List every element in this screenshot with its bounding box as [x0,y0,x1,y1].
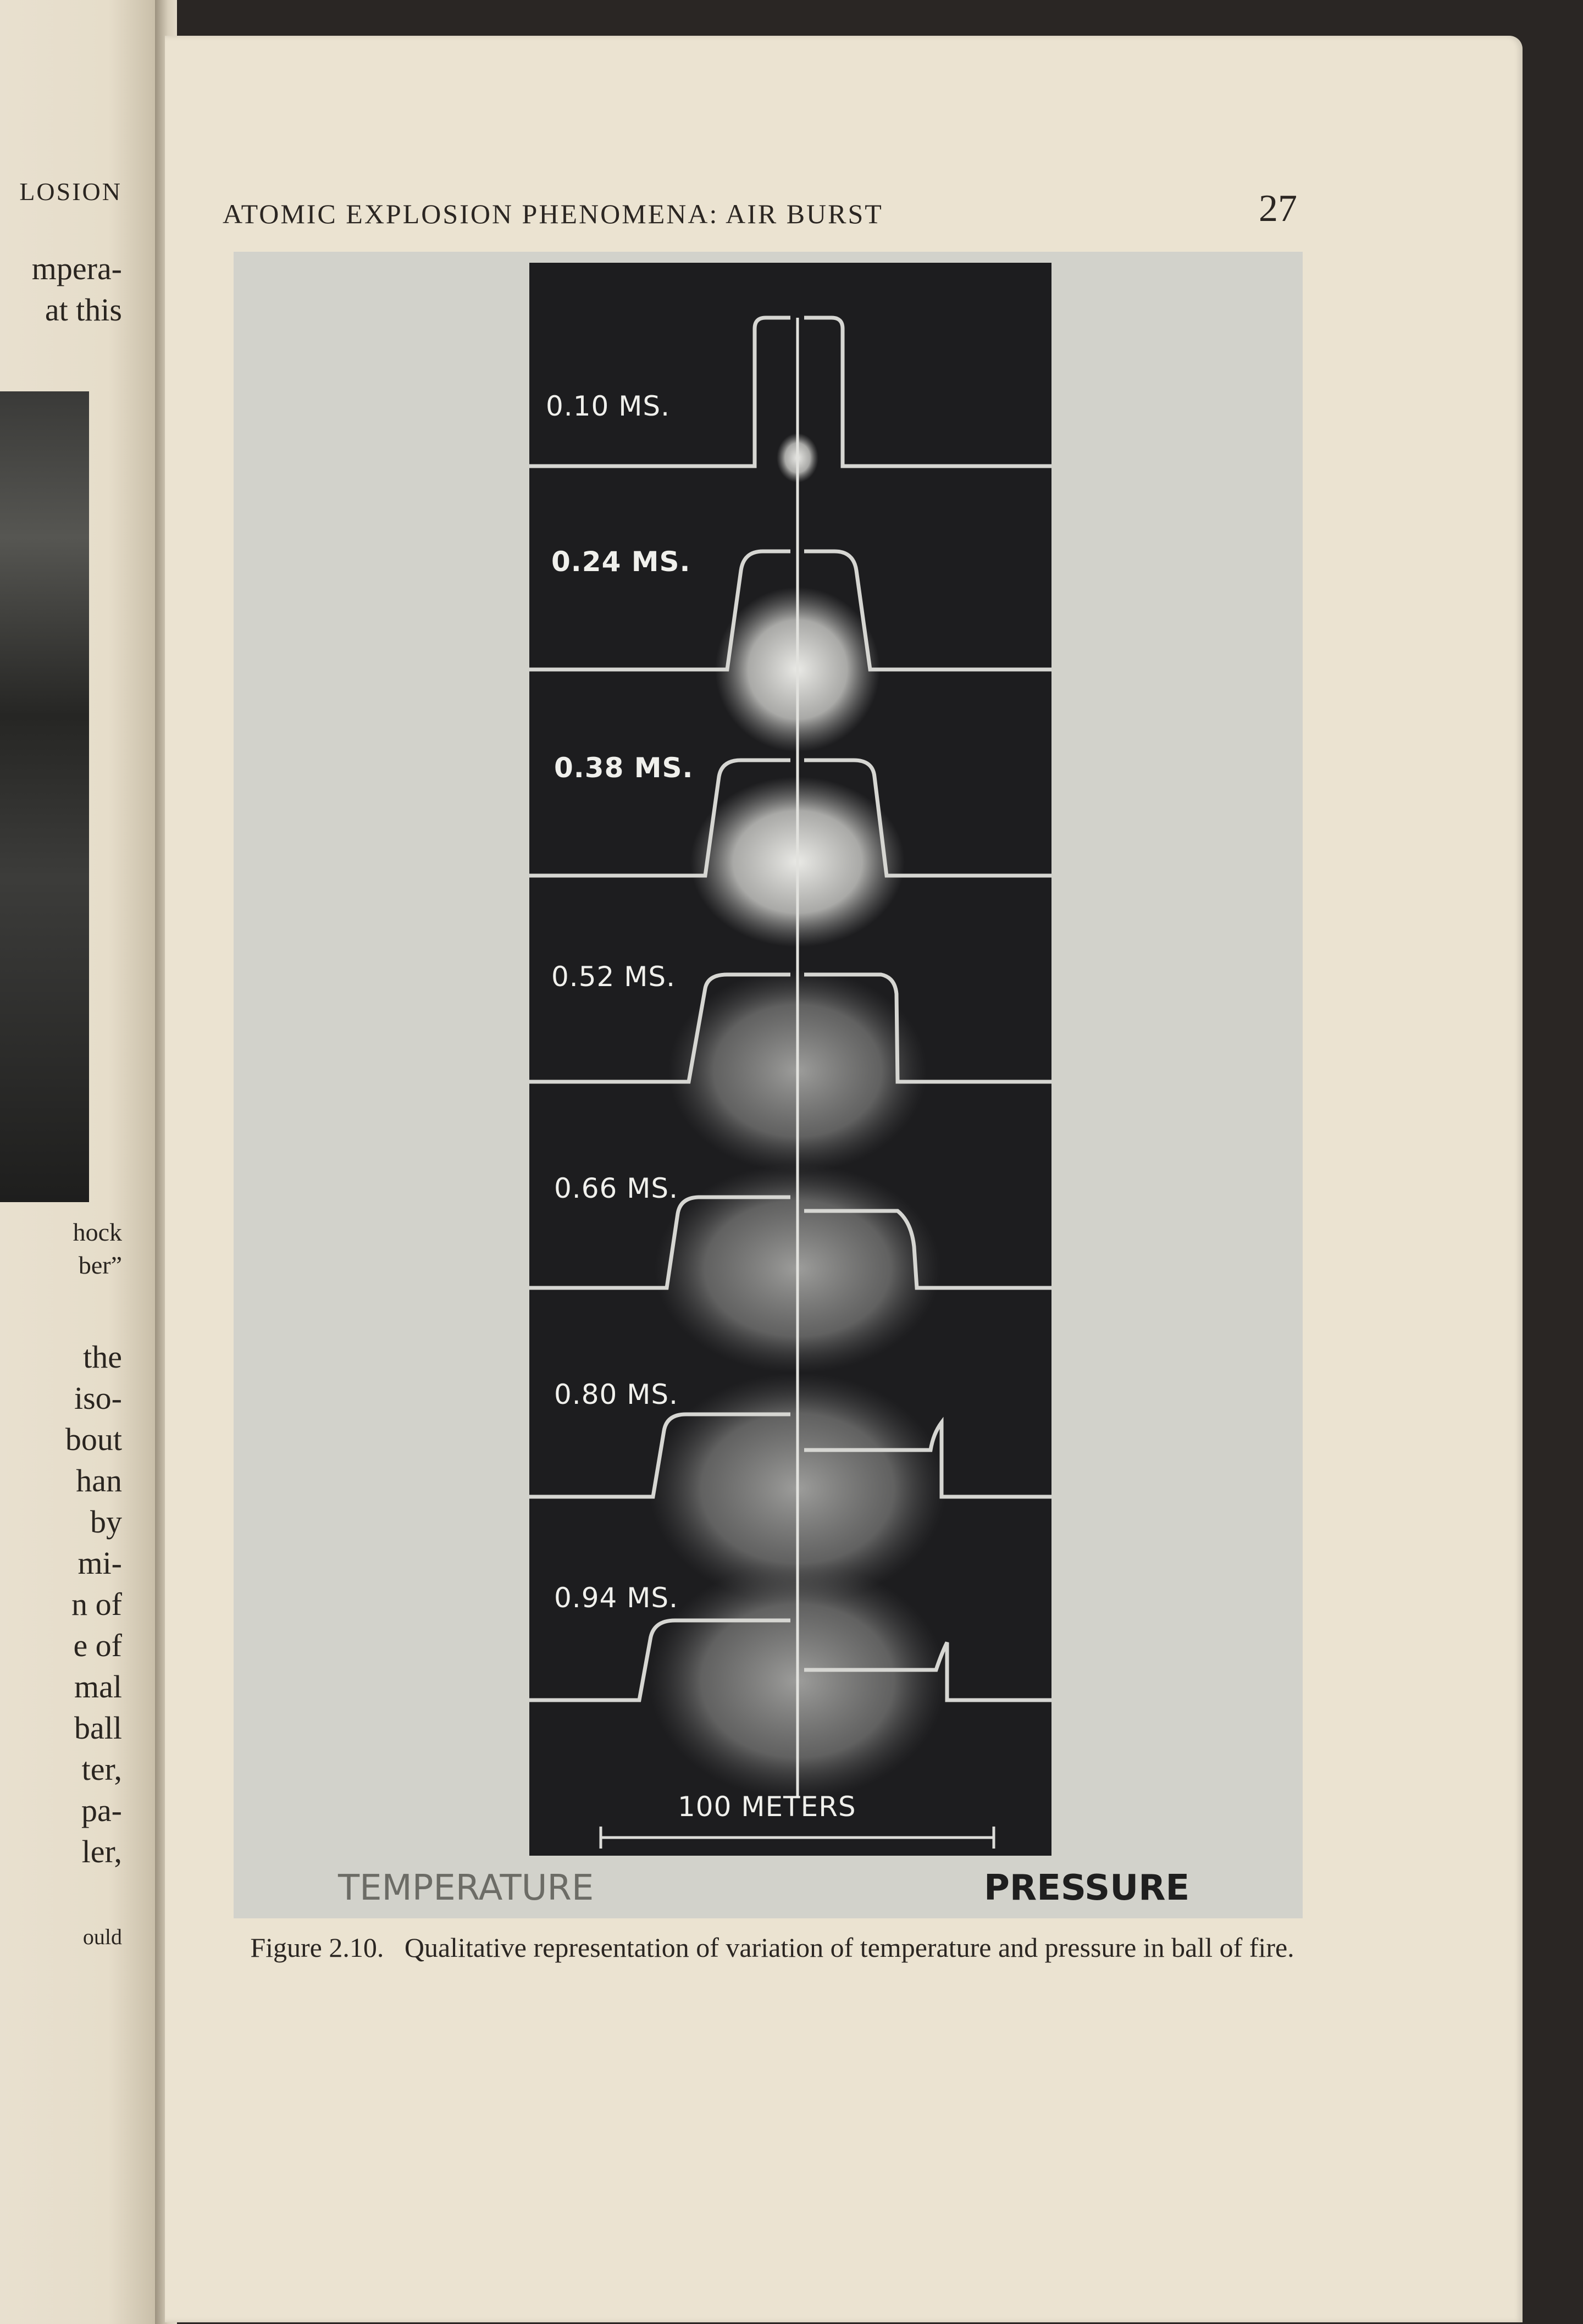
caption-text: Qualitative representation of variation of temperature and pressure in ball of fire. [404,1932,1294,1963]
left-running-head: LOSION [19,178,122,206]
left-text-line: at this [45,292,122,328]
left-footnote-line: ould [82,1924,122,1949]
left-text-line: ler, [81,1834,122,1869]
left-text-line: ter, [81,1751,122,1787]
time-label: 0.80 MS. [554,1379,678,1410]
left-caption-line: ber” [78,1251,122,1279]
figure-caption [228,1929,1316,1966]
fireball-photo-strip [529,263,1051,1856]
time-label: 0.10 MS. [546,390,670,422]
left-text-line: bout [65,1421,122,1457]
page-number: 27 [1259,187,1297,230]
figure-number: Figure 2.10. [250,1932,384,1963]
time-label: 0.38 MS. [554,752,694,784]
time-label: 0.24 MS. [551,546,691,578]
time-label: 0.94 MS. [554,1582,678,1614]
time-label: 0.66 MS. [554,1172,678,1204]
running-head: ATOMIC EXPLOSION PHENOMENA: AIR BURST [223,198,883,229]
left-text-line: e of [73,1628,122,1663]
time-label: 0.52 MS. [551,961,676,993]
left-photo-fragment [0,391,89,1202]
left-text-line: ball [74,1710,122,1746]
left-caption-line: hock [73,1218,122,1246]
fireball-sequence-graphic [529,263,1051,1856]
pressure-label: PRESSURE [984,1868,1190,1908]
left-text-line: pa- [81,1792,122,1828]
left-text-line: by [90,1504,122,1540]
left-text-line: han [76,1463,122,1498]
temperature-label: TEMPERATURE [338,1868,594,1908]
left-facing-page [0,0,155,2324]
left-text-line: mi- [78,1545,122,1581]
left-text-line: mpera- [31,251,122,286]
left-text-line: the [83,1339,122,1375]
left-text-line: iso- [74,1380,122,1416]
scale-label: 100 METERS [678,1791,856,1823]
scale-bar [601,1827,994,1849]
left-text-line: n of [71,1586,122,1622]
left-text-line: mal [74,1669,122,1705]
